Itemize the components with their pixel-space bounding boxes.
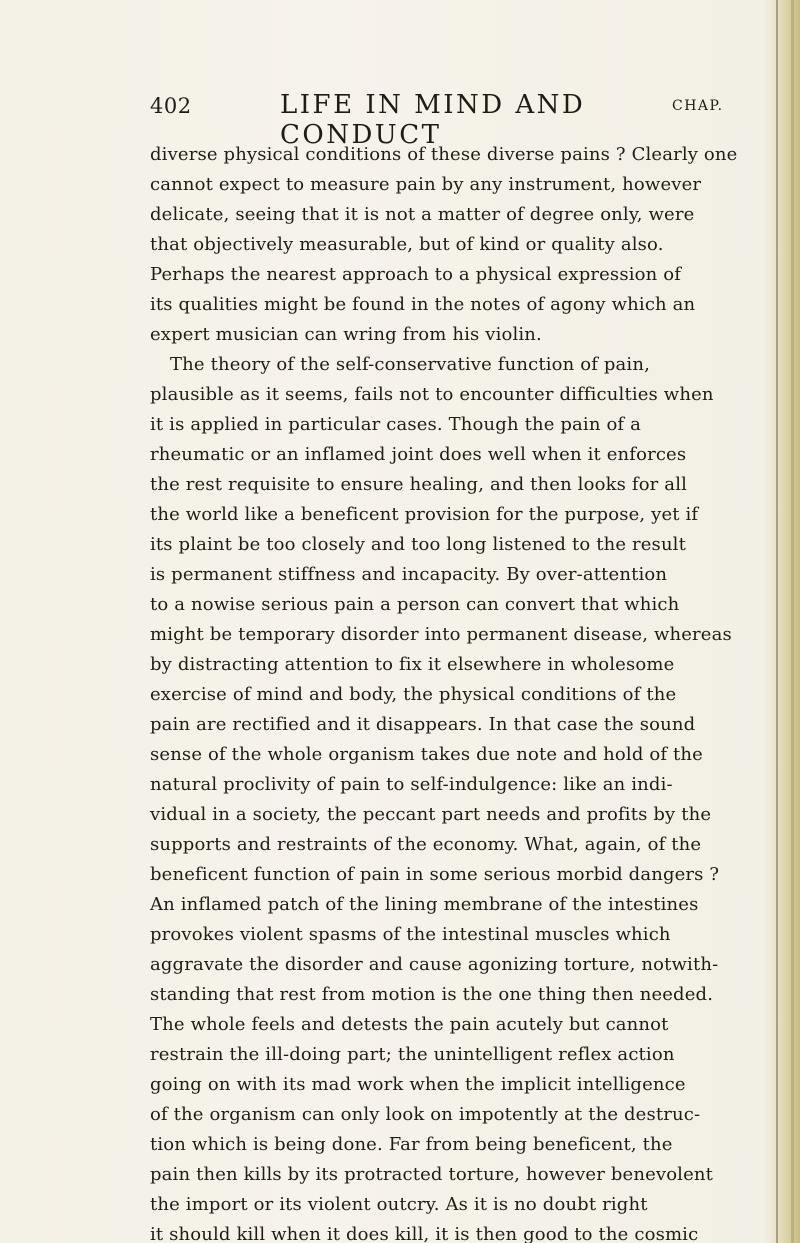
text-line: Perhaps the nearest approach to a physical expression of <box>150 264 682 285</box>
text-line: tion which is being done. Far from being beneficent, the <box>150 1134 673 1155</box>
page-number: 402 <box>150 94 192 118</box>
text-line: it is applied in particular cases. Though the pain of a <box>150 414 641 435</box>
page-edge <box>791 0 794 1243</box>
text-line: plausible as it seems, fails not to encounter difficulties when <box>150 384 714 405</box>
text-line: the rest requisite to ensure healing, and then looks for all <box>150 474 688 495</box>
text-line: provokes violent spasms of the intestinal muscles which <box>150 924 671 945</box>
running-header <box>150 88 724 150</box>
text-line: delicate, seeing that it is not a matter of degree only, were <box>150 204 695 225</box>
text-line: expert musician can wring from his violin. <box>150 324 542 345</box>
text-line: its plaint be too closely and too long listened to the result <box>150 534 686 555</box>
text-line: by distracting attention to fix it elsewhere in wholesome <box>150 654 675 675</box>
text-line: vidual in a society, the peccant part needs and profits by the <box>150 804 712 825</box>
text-line: sense of the whole organism takes due note and hold of the <box>150 744 703 765</box>
text-line: beneficent function of pain in some serious morbid dangers ? <box>150 864 720 885</box>
text-line: pain are rectified and it disappears. In that case the sound <box>150 714 696 735</box>
page-gutter-shadow <box>764 0 800 1243</box>
text-line: aggravate the disorder and cause agonizing torture, notwith- <box>150 954 719 975</box>
text-line: the import or its violent outcry. As it is no doubt right <box>150 1194 648 1215</box>
text-line: that objectively measurable, but of kind or quality also. <box>150 234 664 255</box>
text-line: natural proclivity of pain to self-indulgence: like an indi- <box>150 774 673 795</box>
body-text <box>150 140 738 1243</box>
text-line: supports and restraints of the economy. What, again, of the <box>150 834 702 855</box>
text-line: might be temporary disorder into permanent disease, whereas <box>150 624 732 645</box>
gutter-line <box>776 0 778 1243</box>
text-line: restrain the ill-doing part; the unintelligent reflex action <box>150 1044 675 1065</box>
text-line: to a nowise serious pain a person can convert that which <box>150 594 680 615</box>
text-line: of the organism can only look on impotently at the destruc- <box>150 1104 701 1125</box>
text-line: The whole feels and detests the pain acutely but cannot <box>150 1014 669 1035</box>
text-line: it should kill when it does kill, it is then good to the cosmic <box>150 1224 699 1243</box>
text-line: standing that rest from motion is the one thing then needed. <box>150 984 714 1005</box>
running-title: LIFE IN MIND AND CONDUCT <box>280 90 586 150</box>
text-line: going on with its mad work when the implicit intelligence <box>150 1074 686 1095</box>
text-line: exercise of mind and body, the physical conditions of the <box>150 684 677 705</box>
text-line: An inflamed patch of the lining membrane of the intestines <box>150 894 699 915</box>
text-line: rheumatic or an inflamed joint does well when it enforces <box>150 444 687 465</box>
text-line: The theory of the self-conservative function of pain, <box>170 354 650 375</box>
text-line: is permanent stiffness and incapacity. By over-attention <box>150 564 668 585</box>
text-line: the world like a beneficent provision for the purpose, yet if <box>150 504 699 525</box>
text-line: pain then kills by its protracted torture, however benevolent <box>150 1164 714 1185</box>
text-line: cannot expect to measure pain by any instrument, however <box>150 174 702 195</box>
text-line: diverse physical conditions of these diverse pains ? Clearly one <box>150 144 738 165</box>
text-line: its qualities might be found in the notes of agony which an <box>150 294 696 315</box>
chapter-label: CHAP. <box>672 98 724 114</box>
